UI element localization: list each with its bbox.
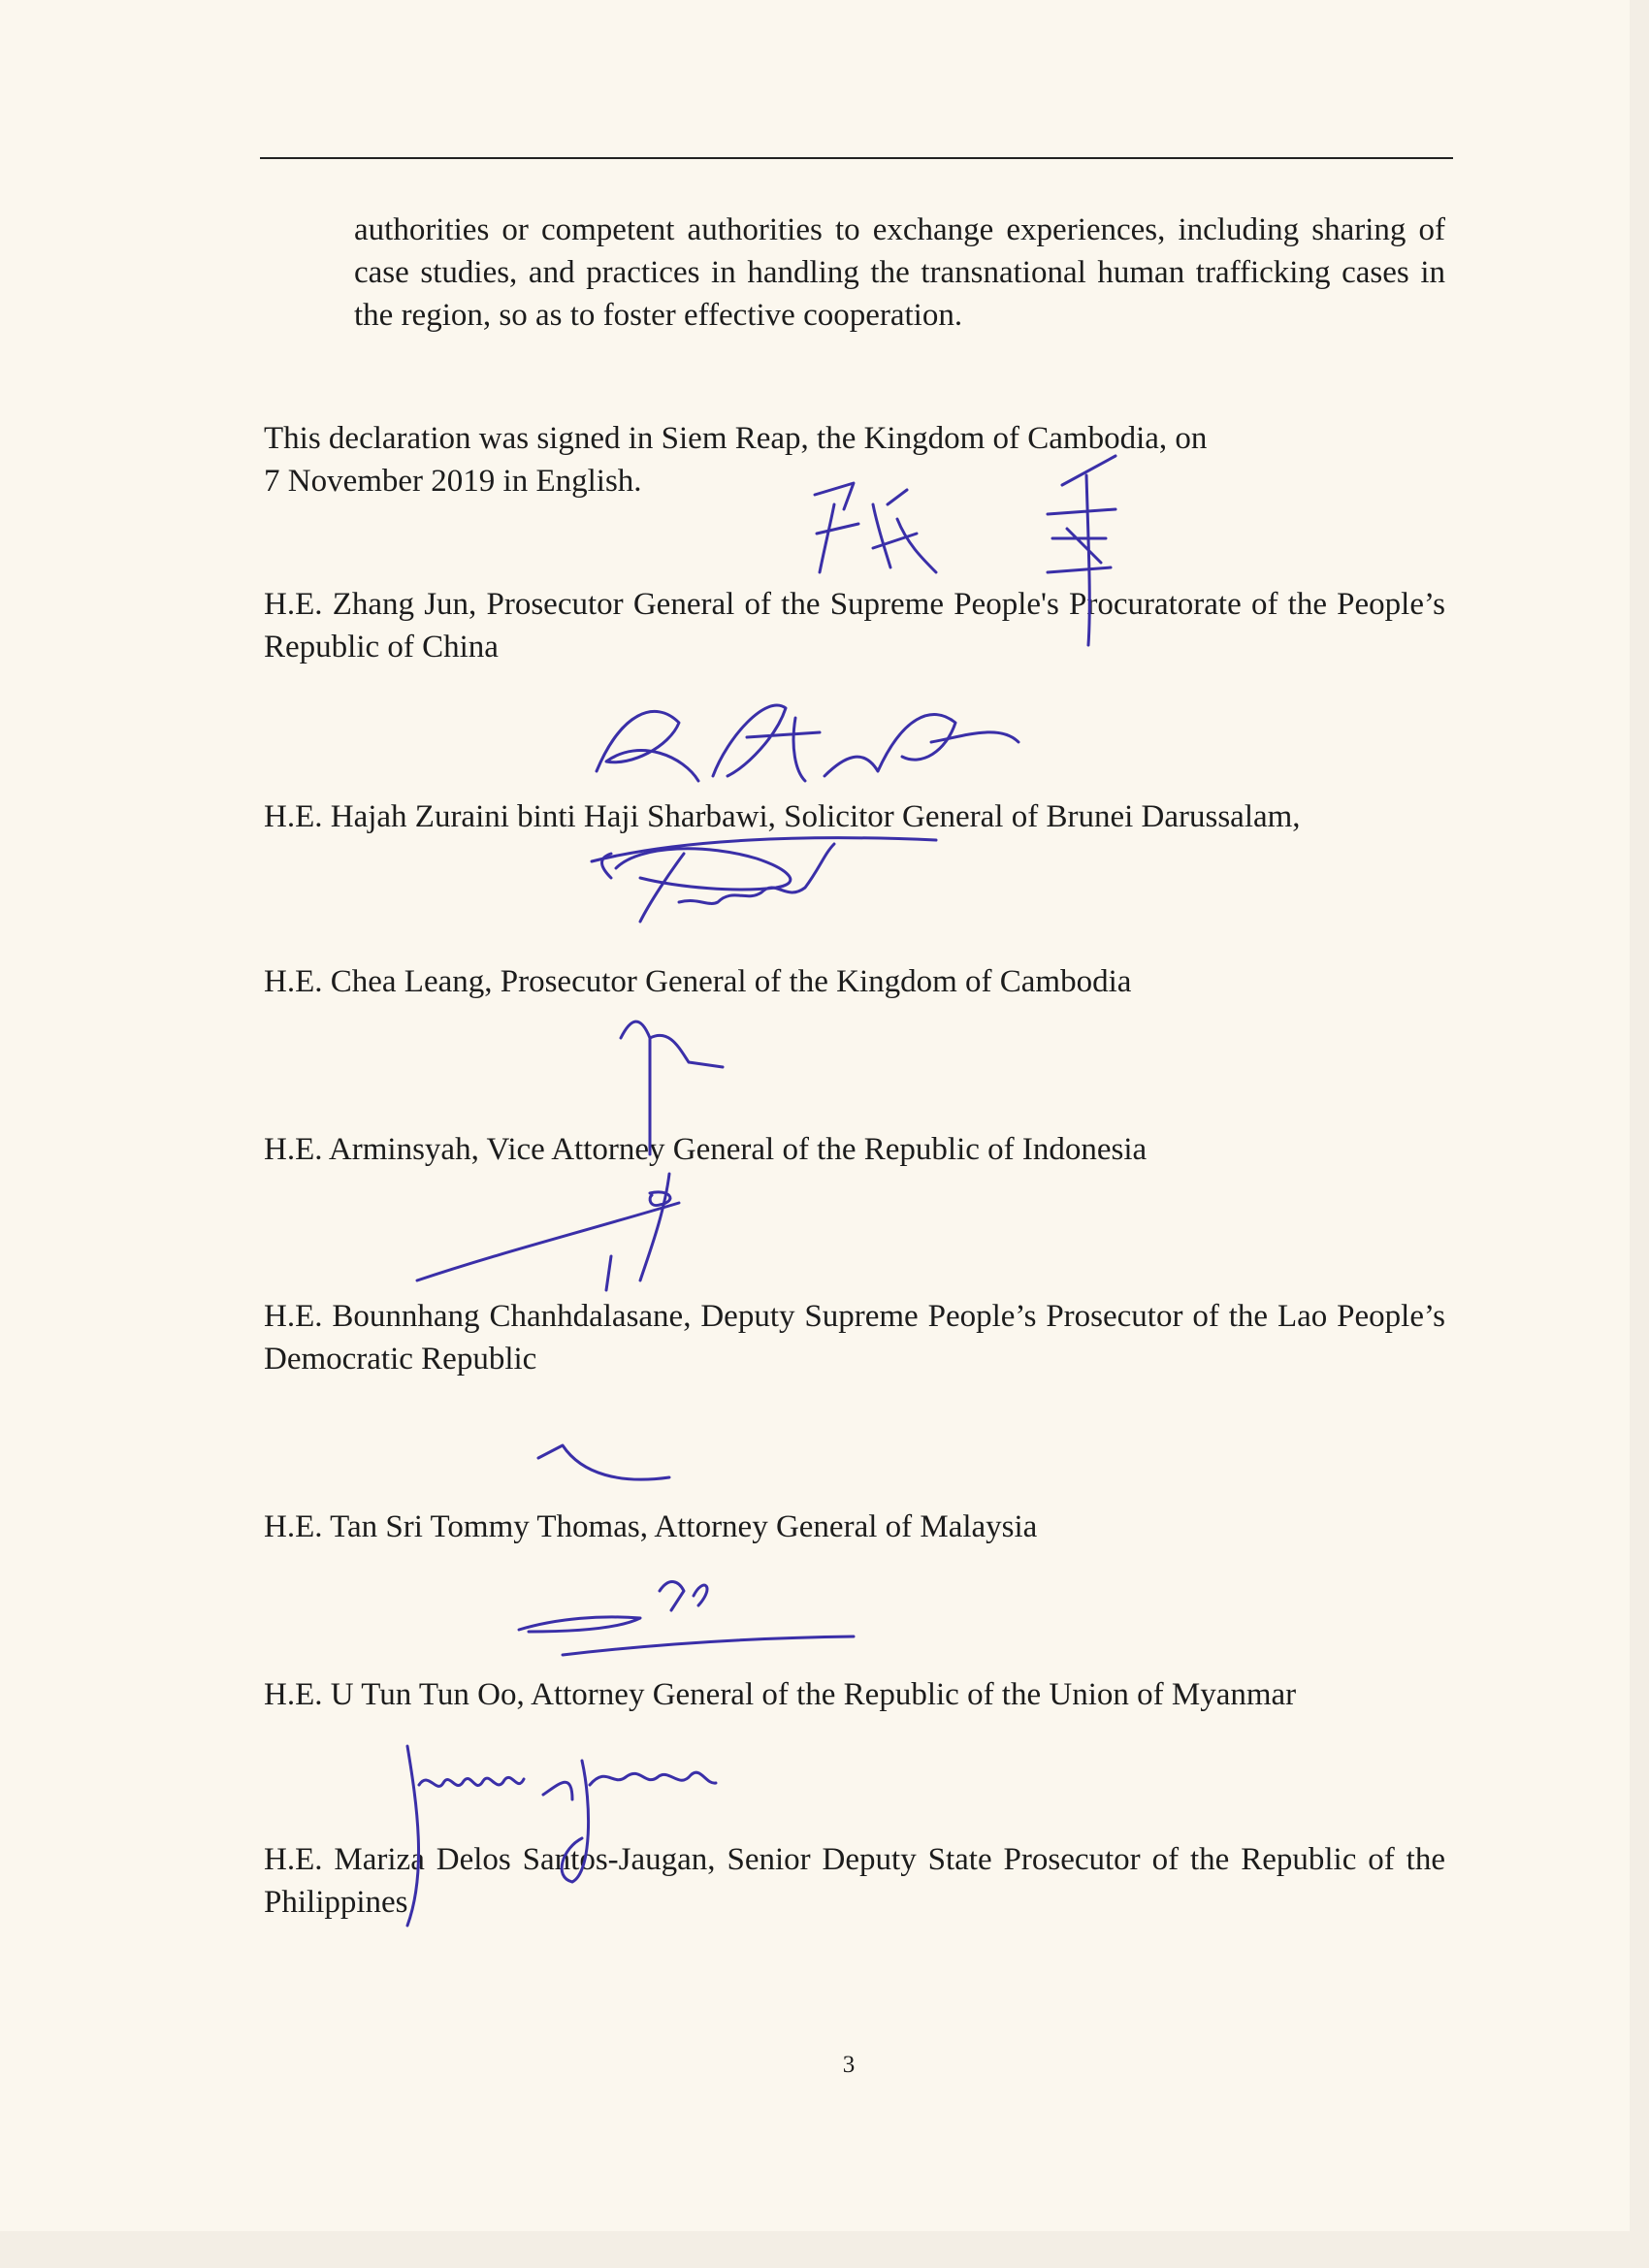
signatory-cambodia: H.E. Chea Leang, Prosecutor General of the Kingdom of Cambodia (264, 964, 1132, 999)
declaration-statement (264, 417, 1445, 502)
signature-myanmar (519, 1582, 854, 1655)
signatory-china: H.E. Zhang Jun, Prosecutor General of the Supreme People's Procuratorate of the People’s Republic of China (264, 587, 1445, 664)
intro-paragraph: authorities or competent authorities to exchange experiences, including sharing of case studies, and practices in handling the transnational human trafficking cases in the region, so as to foster effective cooperation. (354, 212, 1445, 333)
signatory-malaysia: H.E. Tan Sri Tommy Thomas, Attorney General of Malaysia (264, 1509, 1038, 1544)
signature-laos (417, 1174, 679, 1290)
signatory-indonesia: H.E. Arminsyah, Vice Attorney General of the Republic of Indonesia (264, 1132, 1148, 1167)
declaration-line-1: This declaration was signed in Siem Reap, the Kingdom of Cambodia, on (264, 421, 1208, 456)
signatory-laos: H.E. Bounnhang Chanhdalasane, Deputy Supreme People’s Prosecutor of the Lao People’s Democratic Republic (264, 1299, 1445, 1377)
page-number: 3 (842, 2052, 856, 2078)
header-rule (260, 157, 1453, 159)
declaration-line-2: 7 November 2019 in English. (264, 464, 642, 499)
signatory-myanmar: H.E. U Tun Tun Oo, Attorney General of the Republic of the Union of Myanmar (264, 1677, 1297, 1712)
signature-cambodia (602, 844, 834, 922)
signatory-philippines: H.E. Mariza Delos Santos-Jaugan, Senior Deputy State Prosecutor of the Republic of the Philippines (264, 1842, 1445, 1920)
signature-malaysia (538, 1445, 669, 1479)
signatory-brunei: H.E. Hajah Zuraini binti Haji Sharbawi, Solicitor General of Brunei Darussalam, (264, 799, 1301, 834)
